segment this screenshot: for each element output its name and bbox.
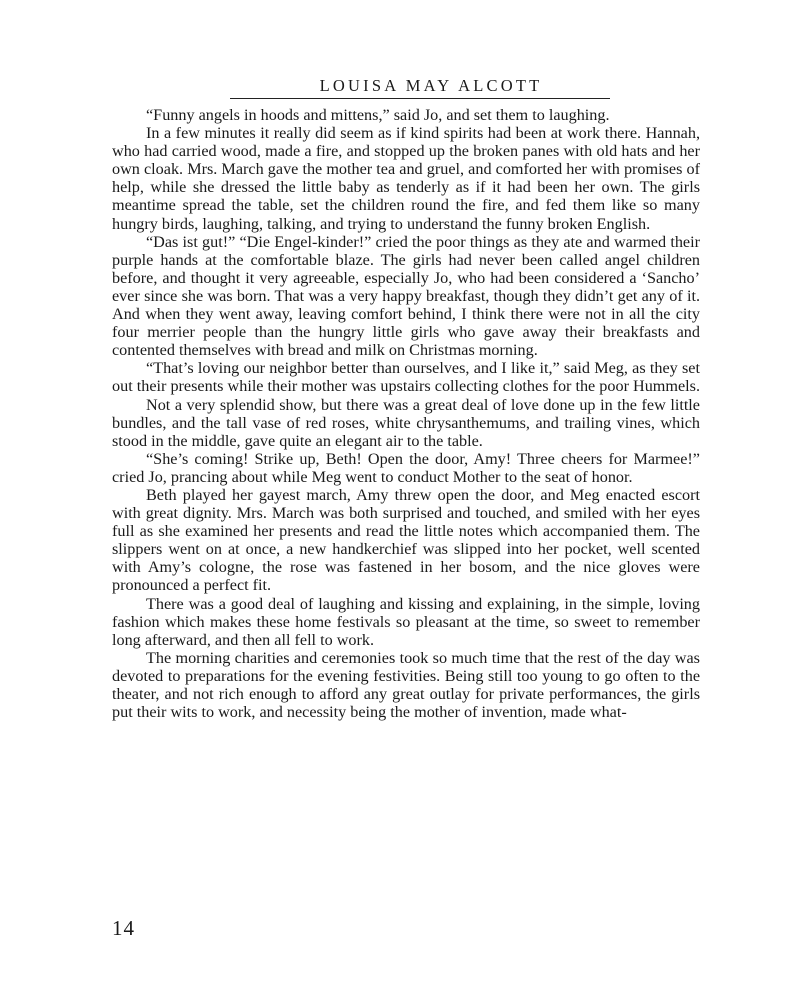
paragraph: “She’s coming! Strike up, Beth! Open the door, Amy! Three cheers for Marmee!” cried Jo, prancing about while Meg went to conduct Mother to the seat of honor.: [112, 449, 700, 486]
body-text: [112, 106, 700, 721]
paragraph: Beth played her gayest march, Amy threw open the door, and Meg enacted escort with great dignity. Mrs. March was both surprised and touched, and smiled with her eyes full as she examined her presents and read the little notes which accompanied them. The slippers went on at once, a new handkerchief was slipped into her pocket, well scented with Amy’s cologne, the rose was fastened in her bosom, and the nice gloves were pronounced a perfect fit.: [112, 485, 700, 595]
paragraph: “Funny angels in hoods and mittens,” said Jo, and set them to laughing.: [146, 106, 610, 124]
paragraph: “Das ist gut!” “Die Engel-kinder!” cried the poor things as they ate and warmed their purple hands at the comfortable blaze. The girls had never been called angel children before, and thought it very agreeable, especially Jo, who had been considered a ‘Sancho’ ever since she was born. That was a very happy breakfast, though they didn’t get any of it. And when they went away, leaving comfort behind, I think there were not in all the city four merrier people than the hungry little girls who gave away their breakfasts and contented themselves with bread and milk on Christmas morning.: [112, 232, 700, 360]
paragraph: In a few minutes it really did seem as if kind spirits had been at work there. Hannah, who had carried wood, made a fire, and stopped up the broken panes with old hats and her own cloak. Mrs. March gave the mother tea and gruel, and comforted her with promises of help, while she dressed the little baby as tenderly as if it had been her own. The girls meantime spread the table, set the children round the fire, and fed them like so many hungry birds, laughing, talking, and trying to understand the funny broken English.: [112, 124, 700, 233]
paragraph: “That’s loving our neighbor better than ourselves, and I like it,” said Meg, as they set out their presents while their mother was upstairs collecting clothes for the poor Hummels.: [112, 359, 701, 396]
running-head: LOUISA MAY ALCOTT: [319, 76, 543, 95]
paragraph: The morning charities and ceremonies took so much time that the rest of the day was devoted to preparations for the evening festivities. Being still too young to go often to the theater, and not rich enough to afford any great outlay for private performances, the girls put their wits to work, and necessity being the mother of invention, made what-: [112, 648, 700, 722]
paragraph: There was a good deal of laughing and kissing and explaining, in the simple, loving fashion which makes these home festivals so pleasant at the time, so sweet to remember long afterward, and then all fell to work.: [112, 594, 700, 649]
page-number: 14: [112, 916, 135, 940]
header-rule: [230, 98, 610, 99]
paragraph: Not a very splendid show, but there was a great deal of love done up in the few little bundles, and the tall vase of red roses, white chrysanthemums, and trailing vines, which stood in the middle, gave quite an elegant air to the table.: [112, 395, 700, 450]
